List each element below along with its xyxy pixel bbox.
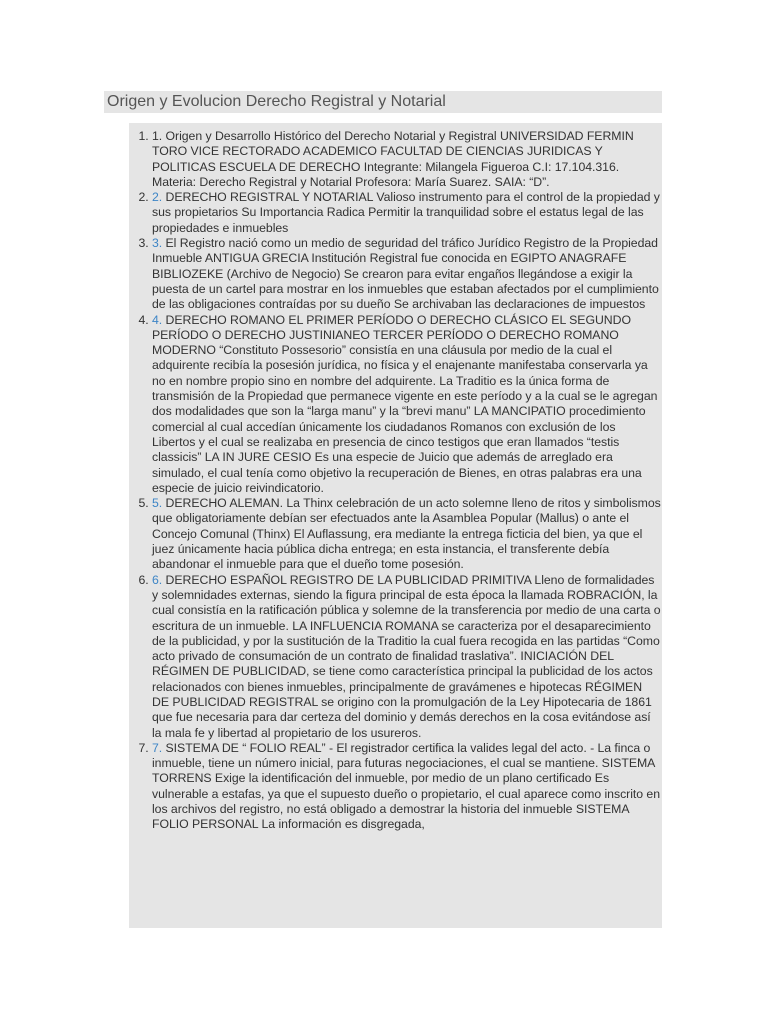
- list-item: [152, 129, 662, 190]
- slide-link[interactable]: 4.: [152, 312, 163, 327]
- item-text: El Registro nació como un medio de seguridad del tráfico Jurídico Registro de la Propiedad Inmueble ANTIGUA GRECIA Institución Registral fue conocida en EGIPTO ANAGRAFE BIBLIOZEKE (Archivo de Negocio) Se crearon para evitar engaños llegándose a exigir la puesta de un cartel para mostrar en los inmuebles que estaban afectados por el cumplimiento de las obligaciones contraídas por su dueño Se archivaban las declaraciones de impuestos: [152, 236, 659, 312]
- document-content: [129, 123, 662, 928]
- slide-link[interactable]: 6.: [152, 572, 163, 587]
- slide-link[interactable]: 7.: [152, 740, 163, 755]
- item-text: DERECHO ESPAÑOL REGISTRO DE LA PUBLICIDAD PRIMITIVA Lleno de formalidades y solemnidades externas, siendo la figura principal de esta época la llamada ROBRACIÓN, la cual consistía en la ratificación pública y solemne de la transferencia por medio de una carta o escritura de un inmueble. LA INFLUENCIA ROMANA se caracteriza por el desaparecimiento de la publicidad, y por la sustitución de la Traditio la cual fuera recogida en las partidas “Como acto privado de consumación de un contrato de finalidad traslativa”. INICIACIÓN DEL RÉGIMEN DE PUBLICIDAD, se tiene como característica principal la publicidad de los actos relacionados con bienes inmuebles, principalmente de gravámenes e hipotecas RÉGIMEN DE PUBLICIDAD REGISTRAL se origino con la promulgación de la Ley Hipotecaria de 1861 que fue necesaria para dar certeza del dominio y demás derechos en la cosa evitándose así la mala fe y libertad al propietario de los usureros.: [152, 572, 661, 740]
- list-item: [152, 741, 662, 833]
- slide-list: [129, 123, 662, 833]
- item-text: DERECHO REGISTRAL Y NOTARIAL Valioso instrumento para el control de la propiedad y sus propietarios Su Importancia Radica Permitir la tranquilidad sobre el estatus legal de las propiedades e inmuebles: [152, 190, 660, 235]
- slide-link[interactable]: 2.: [152, 190, 163, 205]
- list-item: [152, 190, 662, 236]
- item-text: 1. Origen y Desarrollo Histórico del Derecho Notarial y Registral UNIVERSIDAD FERMIN TORO VICE RECTORADO ACADEMICO FACULTAD DE CIENCIAS JURIDICAS Y POLITICAS ESCUELA DE DERECHO Integrante: Milangela Figueroa C.I: 17.104.316. Materia: Derecho Registral y Notarial Profesora: María Suarez. SAIA: “D”.: [152, 129, 634, 189]
- item-text: DERECHO ROMANO EL PRIMER PERÍODO O DERECHO CLÁSICO EL SEGUNDO PERÍODO O DERECHO JUSTINIANEO TERCER PERÍODO O DERECHO ROMANO MODERNO “Constituto Possesorio” consistía en una cláusula por medio de la cual el adquirente recibía la posesión jurídica, no física y el enajenante manifestaba conservarla ya no en nombre propio sino en nombre del adquirente. La Traditio es la única forma de transmisión de la Propiedad que permanece vigente en este período y a la cual se le agregan dos modalidades que son la “larga manu” y la “brevi manu” LA MANCIPATIO procedimiento comercial al cual accedían únicamente los ciudadanos Romanos con exclusión de los Libertos y el cual se realizaba en presencia de cinco testigos que eran llamados “testis classicis” LA IN JURE CESIO Es una especie de Juicio que además de arreglado era simulado, el cual tenía como objetivo la recuperación de Bienes, en otras palabras era una especie de juicio reivindicatorio.: [152, 312, 658, 495]
- list-item: [152, 236, 662, 312]
- item-text: DERECHO ALEMAN. La Thinx celebración de un acto solemne lleno de ritos y simbolismos que obligatoriamente debían ser efectuados ante la Asamblea Popular (Mallus) o ante el Concejo Comunal (Thinx) El Auflassung, era mediante la entrega ficticia del bien, ya que el juez únicamente hacia pública dicha entrega; en esta instancia, el transferente debía abandonar el inmueble para que el dueño tome posesión.: [152, 496, 661, 572]
- slide-link[interactable]: 5.: [152, 496, 163, 511]
- list-item: [152, 496, 662, 572]
- list-item: [152, 313, 662, 497]
- slide-link[interactable]: 3.: [152, 236, 163, 251]
- document-title-bar: [104, 91, 662, 113]
- list-item: [152, 573, 662, 741]
- item-text: SISTEMA DE “ FOLIO REAL” - El registrador certifica la valides legal del acto. - La finca o inmueble, tiene un número inicial, para futuras negociaciones, el cual se mantiene. SISTEMA TORRENS Exige la identificación del inmueble, por medio de un plano certificado Es vulnerable a estafas, ya que el supuesto dueño o propietario, el cual aparece como inscrito en los archivos del registro, no está obligado a demostrar la historia del inmueble SISTEMA FOLIO PERSONAL La información es disgregada,: [152, 740, 660, 832]
- document-title: Origen y Evolucion Derecho Registral y Notarial: [107, 93, 446, 110]
